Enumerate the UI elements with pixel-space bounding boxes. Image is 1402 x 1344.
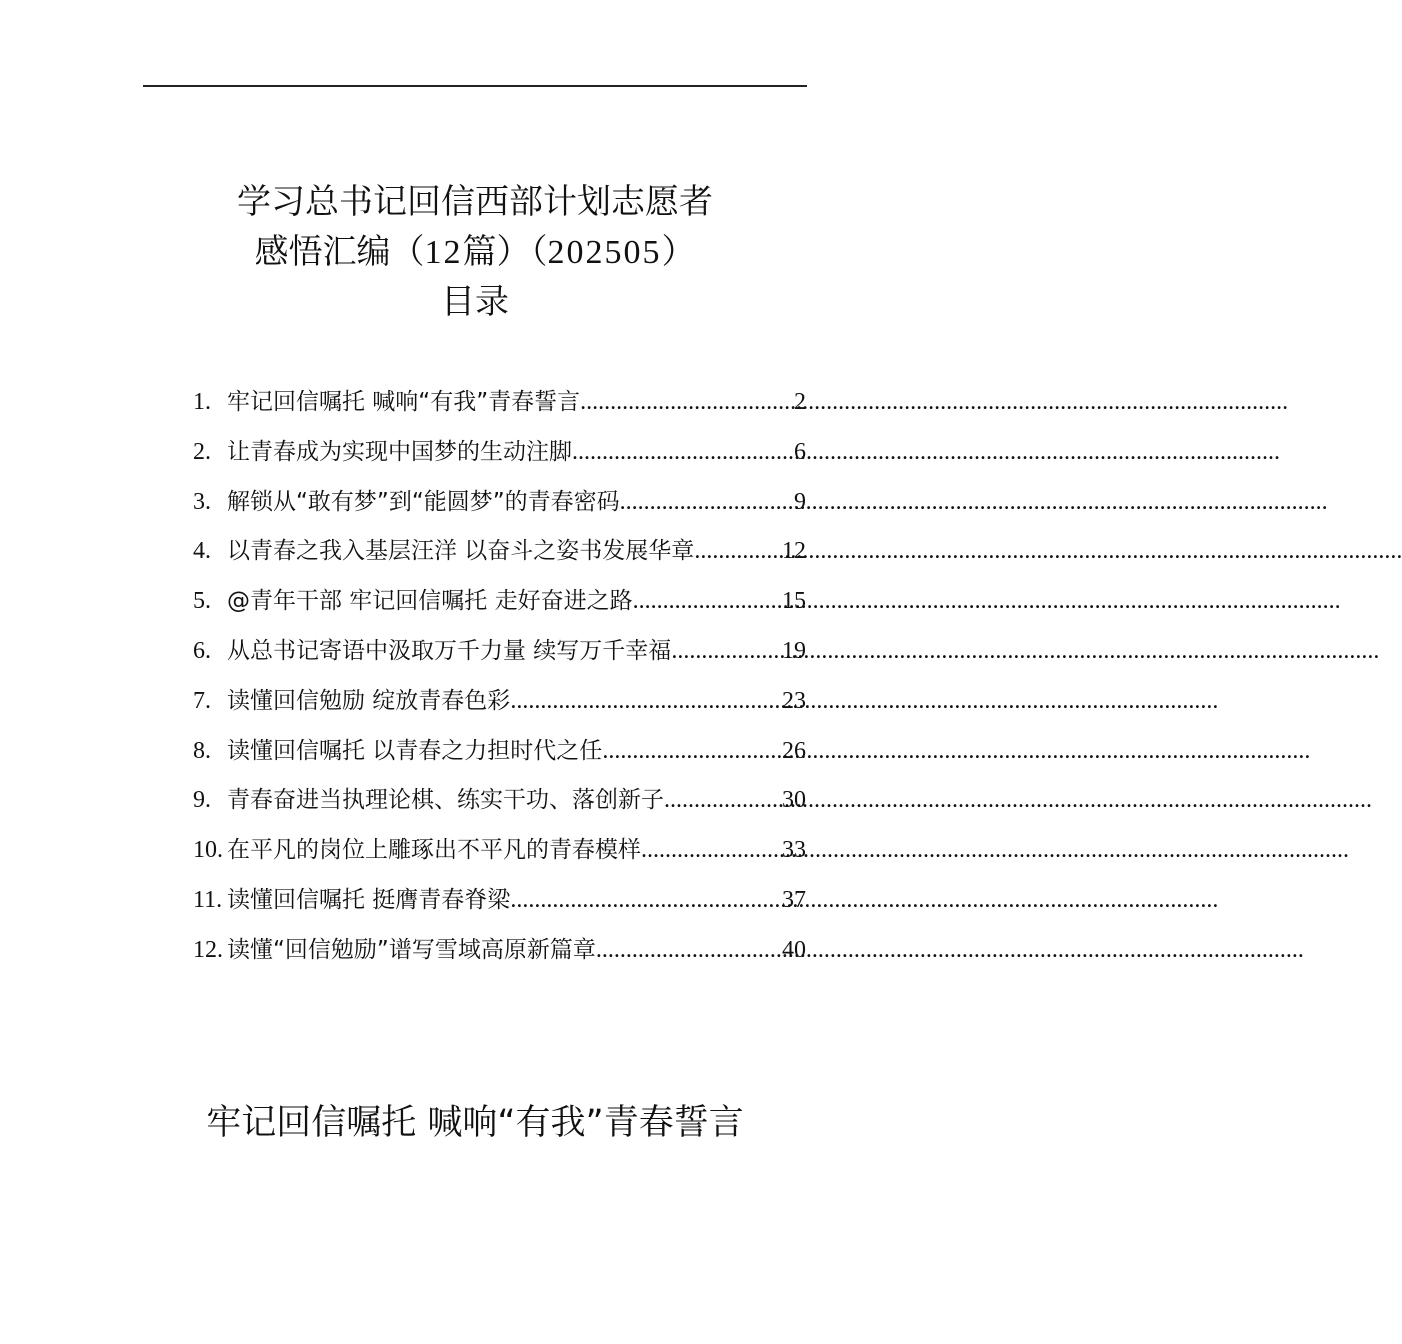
toc-entry[interactable] (193, 527, 806, 577)
toc-entry-title: @青年干部 牢记回信嘱托 走好奋进之路 (227, 588, 633, 615)
toc-entry-page: 19 (782, 637, 806, 664)
toc-entry-title: 让青春成为实现中国梦的生动注脚 (227, 438, 572, 465)
toc-entry-number: 1. (193, 389, 211, 415)
toc-entry-number: 5. (193, 588, 211, 615)
toc-entry-page: 37 (782, 886, 806, 913)
toc-leader-dots (510, 677, 782, 727)
toc-entry[interactable] (193, 727, 806, 777)
title-prefix: 感悟汇编（ (254, 232, 425, 272)
toc-entry[interactable] (193, 876, 806, 926)
toc-leader-dots (510, 876, 782, 926)
toc-entry[interactable] (193, 677, 806, 727)
toc-entry-page: 15 (782, 588, 806, 615)
table-of-contents (193, 378, 806, 976)
toc-entry-title: 解锁从“敢有梦”到“能圆梦”的青春密码 (227, 488, 620, 515)
toc-entry-page: 26 (782, 737, 806, 764)
toc-heading: 目录 (441, 282, 509, 322)
toc-entry-title: 牢记回信嘱托 喊响“有我”青春誓言 (227, 389, 581, 415)
toc-entry[interactable] (193, 378, 806, 428)
toc-entry-page: 23 (782, 687, 806, 714)
section-heading: 牢记回信嘱托 喊响“有我”青春誓言 (206, 1103, 744, 1143)
toc-entry-page: 2 (794, 389, 806, 415)
toc-entry-title: 青春奋进当执理论棋、练实干功、落创新子 (227, 787, 664, 814)
article-count: 12 (424, 234, 463, 271)
toc-entry-title: 在平凡的岗位上雕琢出不平凡的青春模样 (227, 837, 641, 864)
toc-entry[interactable] (193, 627, 806, 677)
toc-entry[interactable] (193, 826, 806, 876)
toc-entry[interactable] (193, 776, 806, 826)
toc-entry-number: 8. (193, 737, 211, 764)
title-mid: 篇）（ (462, 232, 548, 272)
toc-entry-title: 从总书记寄语中汲取万千力量 续写万千幸福 (227, 637, 672, 664)
toc-entry[interactable] (193, 926, 806, 976)
header-rule (143, 85, 807, 87)
toc-entry-title: 读懂回信勉励 绽放青春色彩 (227, 687, 511, 714)
toc-leader-dots (596, 926, 782, 976)
toc-entry-page: 40 (782, 936, 806, 963)
toc-entry-page: 33 (782, 837, 806, 864)
toc-leader-dots (694, 527, 782, 577)
toc-entry-number: 2. (193, 438, 211, 465)
toc-entry-title: 读懂回信嘱托 以青春之力担时代之任 (227, 737, 603, 764)
toc-leader-dots (641, 826, 782, 876)
toc-entry-number: 4. (193, 538, 211, 565)
toc-leader-dots (602, 727, 782, 777)
toc-entry-title: 以青春之我入基层汪洋 以奋斗之姿书发展华章 (227, 538, 695, 565)
toc-entry-title: 读懂回信嘱托 挺膺青春脊梁 (227, 886, 511, 913)
toc-entry[interactable] (193, 478, 806, 528)
toc-entry-page: 12 (782, 538, 806, 565)
toc-leader-dots (580, 378, 794, 428)
toc-leader-dots (620, 478, 794, 528)
toc-leader-dots (671, 627, 782, 677)
document-title-line2 (0, 226, 950, 279)
toc-entry-number: 11. (193, 886, 223, 913)
toc-entry-number: 12. (193, 936, 223, 963)
toc-entry-title: 读懂“回信勉励”谱写雪域高原新篇章 (227, 936, 596, 963)
toc-leader-dots (633, 577, 782, 627)
toc-leader-dots (664, 776, 782, 826)
toc-entry-page: 30 (782, 787, 806, 814)
toc-entry-page: 6 (794, 438, 806, 465)
toc-entry-number: 3. (193, 488, 211, 515)
toc-entry[interactable] (193, 577, 806, 627)
title-suffix: ） (661, 232, 696, 272)
toc-entry-number: 7. (193, 687, 211, 714)
toc-entry[interactable] (193, 428, 806, 478)
compile-date: 202505 (547, 234, 662, 271)
toc-leader-dots (572, 428, 794, 478)
document-title-line1: 学习总书记回信西部计划志愿者 (237, 182, 713, 222)
toc-entry-number: 6. (193, 637, 211, 664)
toc-entry-number: 9. (193, 787, 211, 814)
toc-entry-page: 9 (794, 488, 806, 515)
toc-entry-number: 10. (193, 837, 223, 864)
